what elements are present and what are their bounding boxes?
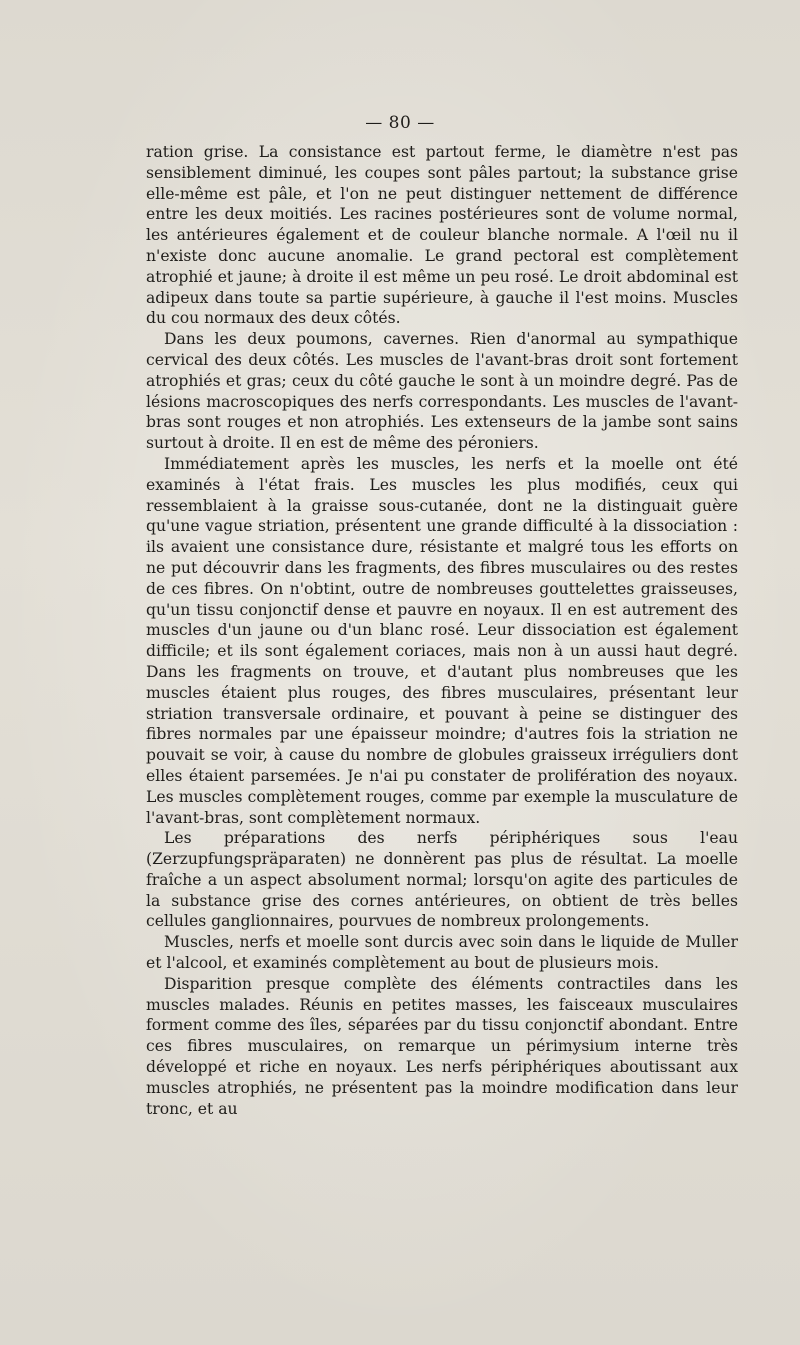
paragraph: Immédiatement après les muscles, les nerfs et la moelle ont été examinés à l'état frais. Les muscles les plus modifiés, ceux qui ressemblaient à la graisse sous-cutanée, dont ne la distinguait guère qu'une vague striation, présentent une grande difficulté à la dissociation : ils avaient une consistance dure, résistante et malgré tous les efforts on ne put découvrir dans les fragments, des fibres musculaires ou des restes de ces fibres. On n'obtint, outre de nombreuses gouttelettes graisseuses, qu'un tissu conjonctif dense et pauvre en noyaux. Il en est autrement des muscles d'un jaune ou d'un blanc rosé. Leur dissociation est également difficile; et ils sont également coriaces, mais non à un aussi haut degré. Dans les fragments on trouve, et d'autant plus nombreuses que les muscles étaient plus rouges, des fibres musculaires, présentant leur striation transversale ordinaire, et pouvant à peine se distinguer des fibres normales par une épaisseur moindre; d'autres fois la striation ne pouvait se voir, à cause du nombre de globules graisseux irréguliers dont elles étaient parsemées. Je n'ai pu constater de prolifération des noyaux. Les muscles complètement rouges, comme par exemple la musculature de l'avant-bras, sont complètement normaux. <box>146 454 738 827</box>
paragraph: Les préparations des nerfs périphériques sous l'eau (Zerzupfungspräparaten) ne donnèrent pas plus de résultat. La moelle fraîche a un aspect absolument normal; lorsqu'on agite des particules de la substance grise des cornes antérieures, on obtient de très belles cellules ganglionnaires, pourvues de nombreux prolongements. <box>146 829 738 931</box>
paragraph: ration grise. La consistance est partout ferme, le diamètre n'est pas sensiblement diminué, les coupes sont pâles partout; la substance grise elle-même est pâle, et l'on ne peut distinguer nettement de différence entre les deux moitiés. Les racines postérieures sont de volume normal, les antérieures également et de couleur blanche normale. A l'œil nu il n'existe donc aucune anomalie. Le grand pectoral est complètement atrophié et jaune; à droite il est même un peu rosé. Le droit abdominal est adipeux dans toute sa partie supérieure, à gauche il l'est moins. Muscles du cou normaux des deux côtés. <box>146 143 738 328</box>
body-text <box>146 142 738 1119</box>
paragraph: Dans les deux poumons, cavernes. Rien d'anormal au sympathique cervical des deux côtés. Les muscles de l'avant-bras droit sont fortement atrophiés et gras; ceux du côté gauche le sont à un moindre degré. Pas de lésions macroscopiques des nerfs correspondants. Les muscles de l'avant-bras sont rouges et non atrophiés. Les extenseurs de la jambe sont sains surtout à droite. Il en est de même des péroniers. <box>146 330 738 453</box>
paragraph: Disparition presque complète des éléments contractiles dans les muscles malades. Réunis en petites masses, les faisceaux musculaires forment comme des îles, séparées par du tissu conjonctif abondant. Entre ces fibres musculaires, on remarque un périmysium interne très développé et riche en noyaux. Les nerfs périphériques aboutissant aux muscles atrophiés, ne présentent pas la moindre modification dans leur tronc, et au <box>146 974 738 1118</box>
paragraph: Muscles, nerfs et moelle sont durcis avec soin dans le liquide de Muller et l'alcool, et examinés complètement au bout de plusieurs mois. <box>146 933 738 973</box>
page-number: — 80 — <box>365 113 435 133</box>
